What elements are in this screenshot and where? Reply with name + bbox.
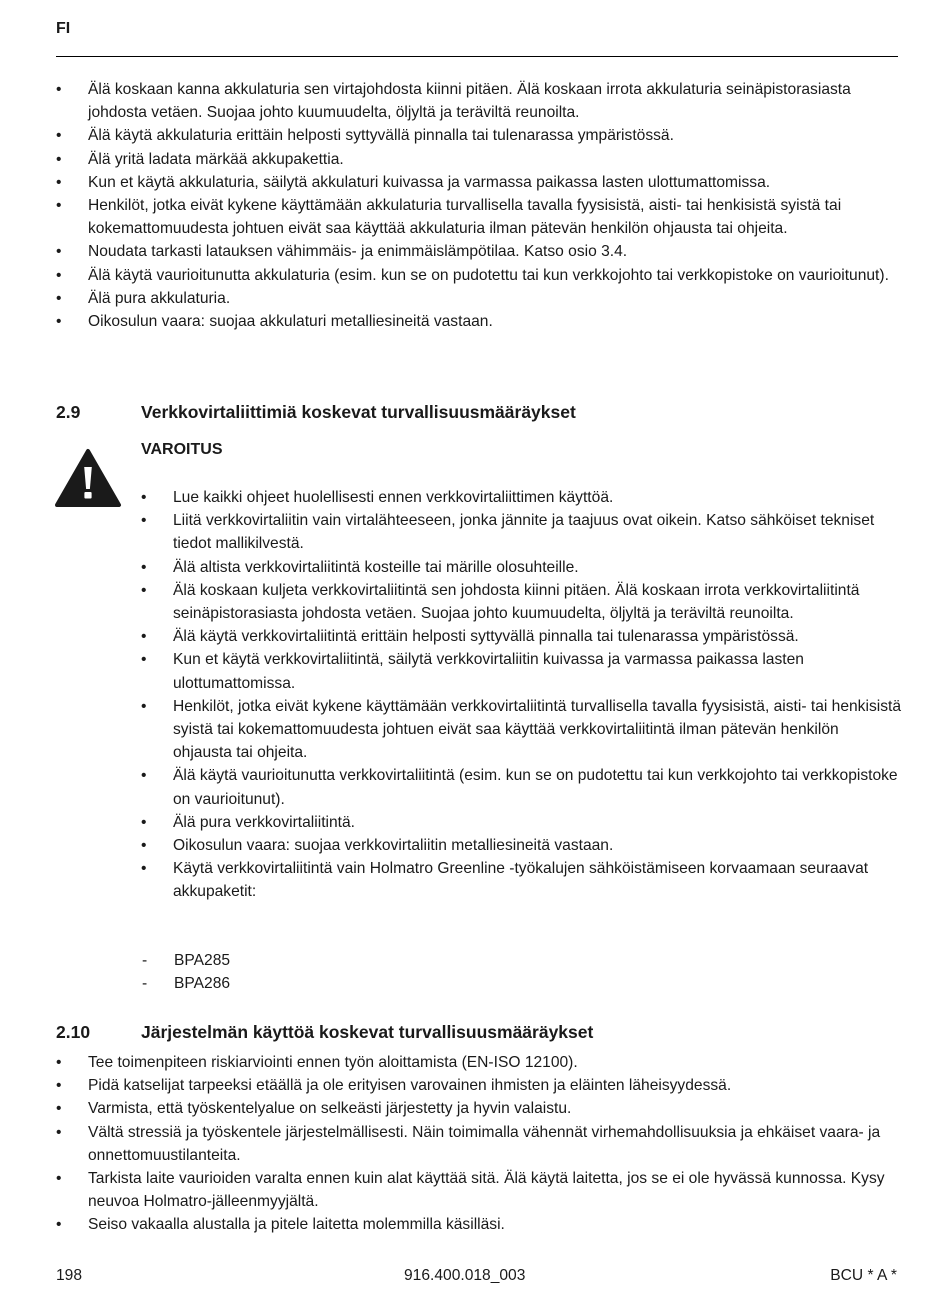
warning-triangle-icon — [54, 448, 122, 508]
document-number: 916.400.018_003 — [404, 1267, 526, 1284]
section-number: 2.10 — [56, 1022, 91, 1042]
list-item: • Kun et käytä akkulaturia, säilytä akkulaturi kuivassa ja varmassa paikassa lasten ulottumattomissa. — [56, 171, 902, 194]
system-safety-list — [56, 1051, 902, 1237]
list-item: • Lue kaikki ohjeet huolellisesti ennen verkkovirtaliittimen käyttöä. — [141, 486, 901, 509]
list-item: • Älä koskaan kuljeta verkkovirtaliitintä sen johdosta kiinni pitäen. Älä koskaan irrota verkkovirtaliitintä seinäpistorasiasta johdosta vetäen. Suojaa johto kuumuudelta, öljyltä ja teräviltä reunoilta. — [141, 579, 901, 625]
list-item: • Älä koskaan kanna akkulaturia sen virtajohdosta kiinni pitäen. Älä koskaan irrota akkulaturia seinäpistorasiasta johdosta vetäen. Suojaa johto kuumuudelta, öljyltä ja teräviltä reunoilta. — [56, 78, 902, 124]
list-item: • Oikosulun vaara: suojaa verkkovirtaliitin metalliesineitä vastaan. — [141, 834, 901, 857]
mains-adapter-safety-list — [141, 486, 901, 904]
page-number: 198 — [56, 1267, 83, 1284]
section-heading-2-9 — [56, 402, 896, 426]
battery-pack-item: - BPA286 — [141, 972, 901, 995]
language-code: FI — [56, 20, 71, 37]
list-item: • Vältä stressiä ja työskentele järjestelmällisesti. Näin toimimalla vähennät virhemahdollisuuksia ja ehkäiset vaara- ja onnettomuustilanteita. — [56, 1121, 902, 1167]
list-item: • Älä käytä vaurioitunutta verkkovirtaliitintä (esim. kun se on pudotettu tai kun verkkojohto tai verkkopistoke on vaurioitunut). — [141, 764, 901, 810]
section-title: Järjestelmän käyttöä koskevat turvallisuusmääräykset — [141, 1022, 594, 1042]
list-item: • Oikosulun vaara: suojaa akkulaturi metalliesineitä vastaan. — [56, 310, 902, 333]
list-item: • Henkilöt, jotka eivät kykene käyttämään akkulaturia turvallisella tavalla fyysisistä, aisti- tai henkisistä syistä tai kokemattomuudesta johtuen eivät saa käyttää akkulaturia ilman pätevän henkilön ohjausta tai ohjeita. — [56, 194, 902, 240]
list-item: • Käytä verkkovirtaliitintä vain Holmatro Greenline -työkalujen sähköistämiseen korvaamaan seuraavat akkupaketit: — [141, 857, 901, 903]
list-item: • Henkilöt, jotka eivät kykene käyttämään verkkovirtaliitintä turvallisella tavalla fyysisistä, aisti- tai henkisistä syistä tai kokemattomuudesta johtuen eivät saa käyttää verkkovirtaliitintä ilman pätevän henkilön ohjausta tai ohjeita. — [141, 695, 901, 765]
list-item: • Seiso vakaalla alustalla ja pitele laitetta molemmilla käsilläsi. — [56, 1213, 902, 1236]
list-item: • Älä pura akkulaturia. — [56, 287, 902, 310]
list-item: • Tarkista laite vaurioiden varalta ennen kuin alat käyttää sitä. Älä käytä laitetta, jos se ei ole hyvässä kunnossa. Kysy neuvoa Holmatro-jälleenmyyjältä. — [56, 1167, 902, 1213]
header-divider — [56, 56, 898, 57]
list-item: • Älä käytä vaurioitunutta akkulaturia (esim. kun se on pudotettu tai kun verkkojohto tai verkkopistoke on vaurioitunut). — [56, 264, 902, 287]
list-item: • Kun et käytä verkkovirtaliitintä, säilytä verkkovirtaliitin kuivassa ja varmassa paikassa lasten ulottumattomissa. — [141, 648, 901, 694]
warning-label: VAROITUS — [141, 441, 223, 458]
charger-safety-list — [56, 78, 902, 333]
battery-pack-item: - BPA285 — [141, 949, 901, 972]
list-item: • Varmista, että työskentelyalue on selkeästi järjestetty ja hyvin valaistu. — [56, 1097, 902, 1120]
product-code: BCU * A * — [830, 1267, 897, 1284]
section-title: Verkkovirtaliittimiä koskevat turvallisuusmääräykset — [141, 402, 576, 422]
list-item: • Noudata tarkasti latauksen vähimmäis- ja enimmäislämpötilaa. Katso osio 3.4. — [56, 240, 902, 263]
section-number: 2.9 — [56, 402, 81, 422]
list-item: • Älä käytä akkulaturia erittäin helposti syttyvällä pinnalla tai tulenarassa ympäristössä. — [56, 124, 902, 147]
list-item: • Älä pura verkkovirtaliitintä. — [141, 811, 901, 834]
list-item: • Älä käytä verkkovirtaliitintä erittäin helposti syttyvällä pinnalla tai tulenarassa ympäristössä. — [141, 625, 901, 648]
list-item: • Pidä katselijat tarpeeksi etäällä ja ole erityisen varovainen ihmisten ja eläinten läheisyydessä. — [56, 1074, 902, 1097]
battery-pack-list — [141, 949, 901, 995]
list-item: • Älä altista verkkovirtaliitintä kosteille tai märille olosuhteille. — [141, 556, 901, 579]
list-item: • Älä yritä ladata märkää akkupakettia. — [56, 148, 902, 171]
list-item: • Liitä verkkovirtaliitin vain virtalähteeseen, jonka jännite ja taajuus ovat oikein. Katso sähköiset tekniset tiedot mallikilvestä. — [141, 509, 901, 555]
list-item: • Tee toimenpiteen riskiarviointi ennen työn aloittamista (EN-ISO 12100). — [56, 1051, 902, 1074]
section-heading-2-10 — [56, 1022, 896, 1046]
